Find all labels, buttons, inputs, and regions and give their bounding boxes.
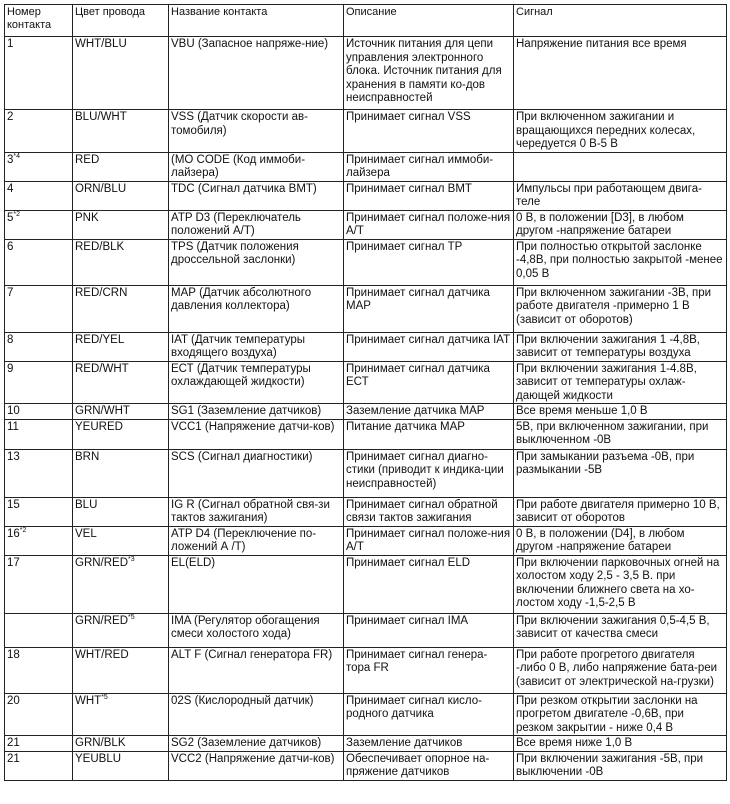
cell-wire-color-text: RED/WHT <box>75 362 129 375</box>
cell-signal-text: 0 В, в положении [D3], в любом другом -напряжение батареи <box>516 211 684 237</box>
cell-wire-color <box>73 555 169 613</box>
cell-number <box>5 526 73 555</box>
cell-number-text: 3 <box>7 153 14 166</box>
cell-description <box>344 239 514 285</box>
cell-description-text: Принимает сигнал датчика IAT <box>346 333 511 346</box>
cell-description <box>344 419 514 449</box>
cell-number <box>5 613 73 647</box>
cell-wire-color <box>73 285 169 332</box>
cell-wire-color-text: BLU <box>75 498 98 511</box>
cell-wire-color-text: GRN/WHT <box>75 405 130 417</box>
cell-number <box>5 419 73 449</box>
cell-description-text: Заземление датчиков <box>346 737 463 749</box>
cell-signal <box>514 361 727 404</box>
cell-contact-name-text: TPS (Датчик положения дроссельной заслонки) <box>171 240 299 266</box>
cell-number <box>5 693 73 736</box>
cell-number <box>5 449 73 497</box>
cell-wire-color <box>73 497 169 526</box>
cell-signal-text: 5В, при включенном зажигании, при выключенном -0В <box>516 420 709 446</box>
cell-description <box>344 751 514 780</box>
cell-number-text: 20 <box>7 694 20 707</box>
cell-description-text: Принимает сигнал датчика МАР <box>346 286 490 312</box>
cell-number-text: 16 <box>7 527 20 540</box>
cell-contact-name <box>169 736 344 752</box>
cell-signal <box>514 449 727 497</box>
cell-number-text: 2 <box>7 111 14 123</box>
cell-description-text: Принимает сигнал VSS <box>346 111 471 123</box>
cell-wire-color-text: GRN/RED <box>75 614 129 627</box>
cell-signal <box>514 555 727 613</box>
cell-wire-color <box>73 37 169 110</box>
table-row <box>5 497 727 526</box>
cell-contact-name <box>169 152 344 181</box>
cell-contact-name <box>169 526 344 555</box>
cell-number <box>5 332 73 361</box>
cell-signal-text: 0 В, в положении (D4], в любом другом -напряжение батареи <box>516 527 685 553</box>
cell-signal-text: При работе прогретого двигателя -либо 0 В, либо напряжение бата-реи (зависит от электрической на-грузки) <box>516 648 718 688</box>
cell-wire-color <box>73 239 169 285</box>
cell-description <box>344 736 514 752</box>
cell-number <box>5 555 73 613</box>
table-row <box>5 361 727 404</box>
cell-contact-name <box>169 285 344 332</box>
cell-contact-name-text: 02S (Кислородный датчик) <box>171 694 314 707</box>
cell-wire-color-text: YEUBLU <box>75 752 122 765</box>
cell-number <box>5 736 73 752</box>
cell-number-text: 5 <box>7 211 14 224</box>
cell-number-text: 7 <box>7 286 14 299</box>
cell-number-text: 9 <box>7 362 14 375</box>
cell-signal <box>514 693 727 736</box>
cell-signal <box>514 647 727 693</box>
cell-wire-color-text: RED/BLK <box>75 240 125 253</box>
cell-wire-color <box>73 404 169 420</box>
cell-number <box>5 285 73 332</box>
cell-number-text: 4 <box>7 182 14 195</box>
cell-wire-color-footnote: *5 <box>128 613 135 621</box>
cell-number <box>5 181 73 210</box>
cell-number-footnote: *4 <box>13 152 21 160</box>
cell-description-text: Принимает сигнал иммоби-лайзера <box>346 153 494 179</box>
cell-contact-name-text: ALT F (Сигнал генератора FR) <box>171 648 333 661</box>
cell-wire-color <box>73 210 169 239</box>
cell-signal <box>514 497 727 526</box>
cell-description-text: Обеспечивает опорное на-пряжение датчиков <box>346 752 490 778</box>
cell-signal-text: При включенном зажигании и вращающихся передних колесах, чередуется 0 В-5 В <box>516 111 696 150</box>
cell-description-text: Принимает сигнал ELD <box>346 556 471 569</box>
cell-number <box>5 210 73 239</box>
cell-description <box>344 449 514 497</box>
cell-contact-name-text: SCS (Сигнал диагностики) <box>171 450 313 463</box>
cell-description-text: Принимает сигнал кисло-родного датчика <box>346 694 482 720</box>
cell-wire-color-text: RED/YEL <box>75 333 125 346</box>
table-row <box>5 613 727 647</box>
cell-number-text: 17 <box>7 556 20 569</box>
cell-contact-name-text: VSS (Датчик скорости ав-томобиля) <box>171 111 308 137</box>
cell-signal-text: Все время меньше 1,0 В <box>516 405 648 417</box>
cell-contact-name-text: МАР (Датчик абсолютного давления коллектора) <box>171 286 312 312</box>
cell-contact-name-text: IG R (Сигнал обратной свя-зи тактов зажигания) <box>171 498 330 524</box>
cell-wire-color <box>73 526 169 555</box>
cell-number <box>5 497 73 526</box>
cell-wire-color-text: WHT/BLU <box>75 38 127 50</box>
cell-signal <box>514 332 727 361</box>
cell-contact-name-text: ATP D3 (Переключатель положений А/Т) <box>171 211 301 237</box>
table-row <box>5 37 727 110</box>
table-row <box>5 239 727 285</box>
cell-contact-name <box>169 361 344 404</box>
cell-wire-color-text: VEL <box>75 527 97 540</box>
table-row <box>5 526 727 555</box>
cell-contact-name <box>169 419 344 449</box>
cell-signal-text: Все время ниже 1,0 В <box>516 737 633 749</box>
cell-number-text: 13 <box>7 450 20 463</box>
cell-signal-text: При включении зажигания 1 -4,8В, зависит от температуры воздуха <box>516 333 701 359</box>
cell-wire-color-text: RED <box>75 153 100 166</box>
cell-wire-color-text: BRN <box>75 450 100 463</box>
cell-contact-name-text: SG1 (Заземление датчиков) <box>171 405 322 417</box>
cell-description <box>344 693 514 736</box>
cell-description <box>344 404 514 420</box>
cell-number-footnote: *2 <box>19 526 27 534</box>
cell-number-text: 1 <box>7 38 14 50</box>
header-description: Описание <box>344 5 514 37</box>
cell-signal <box>514 110 727 153</box>
cell-contact-name <box>169 181 344 210</box>
cell-description <box>344 497 514 526</box>
cell-contact-name <box>169 239 344 285</box>
cell-signal <box>514 152 727 181</box>
cell-wire-color <box>73 647 169 693</box>
cell-signal <box>514 419 727 449</box>
cell-signal <box>514 285 727 332</box>
cell-contact-name <box>169 37 344 110</box>
cell-contact-name <box>169 110 344 153</box>
cell-number-text: 8 <box>7 333 14 346</box>
cell-wire-color-text: GRN/RED <box>75 556 129 569</box>
cell-description <box>344 110 514 153</box>
cell-contact-name-text: (МО CODE (Код иммоби-лайзера) <box>171 153 306 179</box>
cell-description <box>344 526 514 555</box>
cell-contact-name <box>169 497 344 526</box>
cell-number-text: 18 <box>7 648 20 661</box>
cell-contact-name <box>169 613 344 647</box>
ecu-pinout-table <box>4 4 727 781</box>
cell-description <box>344 555 514 613</box>
cell-description <box>344 361 514 404</box>
cell-description-text: Питание датчика МАР <box>346 420 465 433</box>
cell-wire-color-text: WHT <box>75 694 102 707</box>
header-signal: Сигнал <box>514 5 727 37</box>
cell-wire-color <box>73 613 169 647</box>
cell-number-text: 10 <box>7 405 20 417</box>
cell-wire-color <box>73 181 169 210</box>
cell-wire-color-text: YEURED <box>75 420 123 433</box>
header-wire-color: Цвет провода <box>73 5 169 37</box>
cell-contact-name <box>169 449 344 497</box>
cell-wire-color-text: PNK <box>75 211 99 224</box>
table-row <box>5 419 727 449</box>
cell-description <box>344 613 514 647</box>
cell-contact-name-text: VCC2 (Напряжение датчи-ков) <box>171 752 335 765</box>
header-contact-name: Название контакта <box>169 5 344 37</box>
cell-contact-name <box>169 555 344 613</box>
table-row <box>5 110 727 153</box>
cell-number <box>5 239 73 285</box>
cell-contact-name <box>169 693 344 736</box>
table-header-row <box>5 5 727 37</box>
cell-wire-color-text: WHT/RED <box>75 648 129 661</box>
cell-signal <box>514 751 727 780</box>
table-row <box>5 647 727 693</box>
table-row <box>5 152 727 181</box>
cell-number <box>5 110 73 153</box>
cell-number-text: 21 <box>7 737 20 749</box>
cell-signal-text: При включении зажигания 0,5-4,5 В, зависит от качества смеси <box>516 614 710 640</box>
cell-description-text: Источник питания для цепи управления электронного блока. Источник питания для хранения в памяти ко-дов неисправностей <box>346 38 502 104</box>
cell-wire-color <box>73 736 169 752</box>
cell-contact-name-text: SG2 (Заземление датчиков) <box>171 737 322 749</box>
table-row <box>5 449 727 497</box>
document-page <box>4 4 727 781</box>
cell-wire-color-footnote: *5 <box>101 693 108 701</box>
cell-signal <box>514 37 727 110</box>
table-row <box>5 693 727 736</box>
cell-description-text: Принимает сигнал положе-ния А/Т <box>346 211 511 237</box>
cell-signal-text: При замыкании разъема -0В, при размыкании -5В <box>516 450 695 476</box>
cell-contact-name-text: VBU (Запасное напряже-ние) <box>171 38 329 50</box>
cell-description-text: Принимает сигнал генера-тора FR <box>346 648 488 674</box>
cell-number <box>5 37 73 110</box>
cell-wire-color-text: GRN/BLK <box>75 737 126 749</box>
cell-signal <box>514 181 727 210</box>
cell-contact-name-text: IAT (Датчик температуры входящего воздуха) <box>171 333 305 359</box>
cell-description-text: Заземление датчика МАР <box>346 405 485 417</box>
cell-description <box>344 285 514 332</box>
cell-contact-name-text: EL(ELD) <box>171 556 216 569</box>
cell-description-text: Принимает сигнал диагно-стики (приводит к индика-ции неисправностей) <box>346 450 504 490</box>
cell-wire-color <box>73 332 169 361</box>
table-row <box>5 751 727 780</box>
cell-signal <box>514 239 727 285</box>
cell-contact-name <box>169 751 344 780</box>
cell-number-text: 15 <box>7 498 20 511</box>
cell-description <box>344 181 514 210</box>
cell-wire-color <box>73 152 169 181</box>
cell-wire-color-text: RED/CRN <box>75 286 128 299</box>
cell-description <box>344 332 514 361</box>
cell-contact-name <box>169 332 344 361</box>
cell-description <box>344 210 514 239</box>
cell-description-text: Принимает сигнал IMA <box>346 614 469 627</box>
cell-signal-text: При работе двигателя примерно 10 В, зависит от оборотов <box>516 498 720 524</box>
cell-number-text: 6 <box>7 240 14 253</box>
cell-number <box>5 751 73 780</box>
cell-number <box>5 404 73 420</box>
cell-signal <box>514 736 727 752</box>
cell-signal-text: При включении парковочных огней на холостом ходу 2,5 - 3,5 В. при включении ближнего света на хо-лостом ходу -1,5-2,5 В <box>516 556 720 609</box>
cell-contact-name <box>169 210 344 239</box>
cell-description-text: Принимает сигнал TP <box>346 240 463 253</box>
cell-wire-color <box>73 419 169 449</box>
cell-signal-text: При включенном зажигании -3В, при работе двигателя -примерно 1 В (зависит от оборотов) <box>516 286 712 326</box>
cell-contact-name <box>169 404 344 420</box>
cell-description-text: Принимает сигнал датчика ЕСТ <box>346 362 490 388</box>
table-row <box>5 181 727 210</box>
cell-description-text: Принимает сигнал обратной связи тактов зажигания <box>346 498 498 524</box>
cell-number <box>5 152 73 181</box>
cell-signal-text: При включении зажигания -5В, при выключении -0В <box>516 752 704 778</box>
cell-signal-text: При включении зажигания 1-4.8В, зависит от температуры охлаж-дающей жидкости <box>516 362 697 402</box>
table-row <box>5 555 727 613</box>
cell-wire-color-text: BLU/WHT <box>75 111 127 123</box>
cell-contact-name-text: ЕСТ (Датчик температуры охлаждающей жидкости) <box>171 362 311 388</box>
cell-wire-color-text: ORN/BLU <box>75 182 127 195</box>
cell-number-footnote: *2 <box>13 210 21 218</box>
table-row <box>5 285 727 332</box>
table-row <box>5 736 727 752</box>
cell-wire-color <box>73 449 169 497</box>
table-row <box>5 404 727 420</box>
cell-wire-color <box>73 361 169 404</box>
cell-description <box>344 37 514 110</box>
cell-description-text: Принимает сигнал ВМТ <box>346 182 472 195</box>
cell-contact-name-text: ATP D4 (Переключение по-ложений А /Т) <box>171 527 317 553</box>
cell-number-text: 11 <box>7 420 19 433</box>
cell-signal-text: При полностью открытой заслонке -4,8В, при полностью закрытой -менее 0,05 В <box>516 240 723 280</box>
cell-description-text: Принимает сигнал положе-ния А/Т <box>346 527 511 553</box>
cell-number <box>5 361 73 404</box>
cell-wire-color <box>73 751 169 780</box>
cell-description <box>344 152 514 181</box>
cell-contact-name-text: VCC1 (Напряжение датчи-ков) <box>171 420 335 433</box>
cell-description <box>344 647 514 693</box>
cell-wire-color-footnote: *3 <box>128 555 135 563</box>
table-row <box>5 210 727 239</box>
cell-signal <box>514 613 727 647</box>
cell-signal-text: При резком открытии заслонки на прогретом двигателе -0,6В, при резком закрытии - ниже 0,4 В <box>516 694 698 734</box>
cell-contact-name-text: TDC (Сигнал датчика ВМТ) <box>171 182 317 195</box>
cell-signal <box>514 404 727 420</box>
cell-signal-text: Напряжение питания все время <box>516 38 687 50</box>
cell-signal <box>514 210 727 239</box>
cell-wire-color <box>73 693 169 736</box>
cell-number <box>5 647 73 693</box>
cell-signal <box>514 526 727 555</box>
cell-contact-name <box>169 647 344 693</box>
cell-number-text: 21 <box>7 752 20 765</box>
cell-contact-name-text: IMA (Регулятор обогащения смеси холостого хода) <box>171 614 320 640</box>
cell-signal-text: Импульсы при работающем двига-теле <box>516 182 702 208</box>
table-row <box>5 332 727 361</box>
cell-wire-color <box>73 110 169 153</box>
header-number: Номер контакта <box>5 5 73 37</box>
